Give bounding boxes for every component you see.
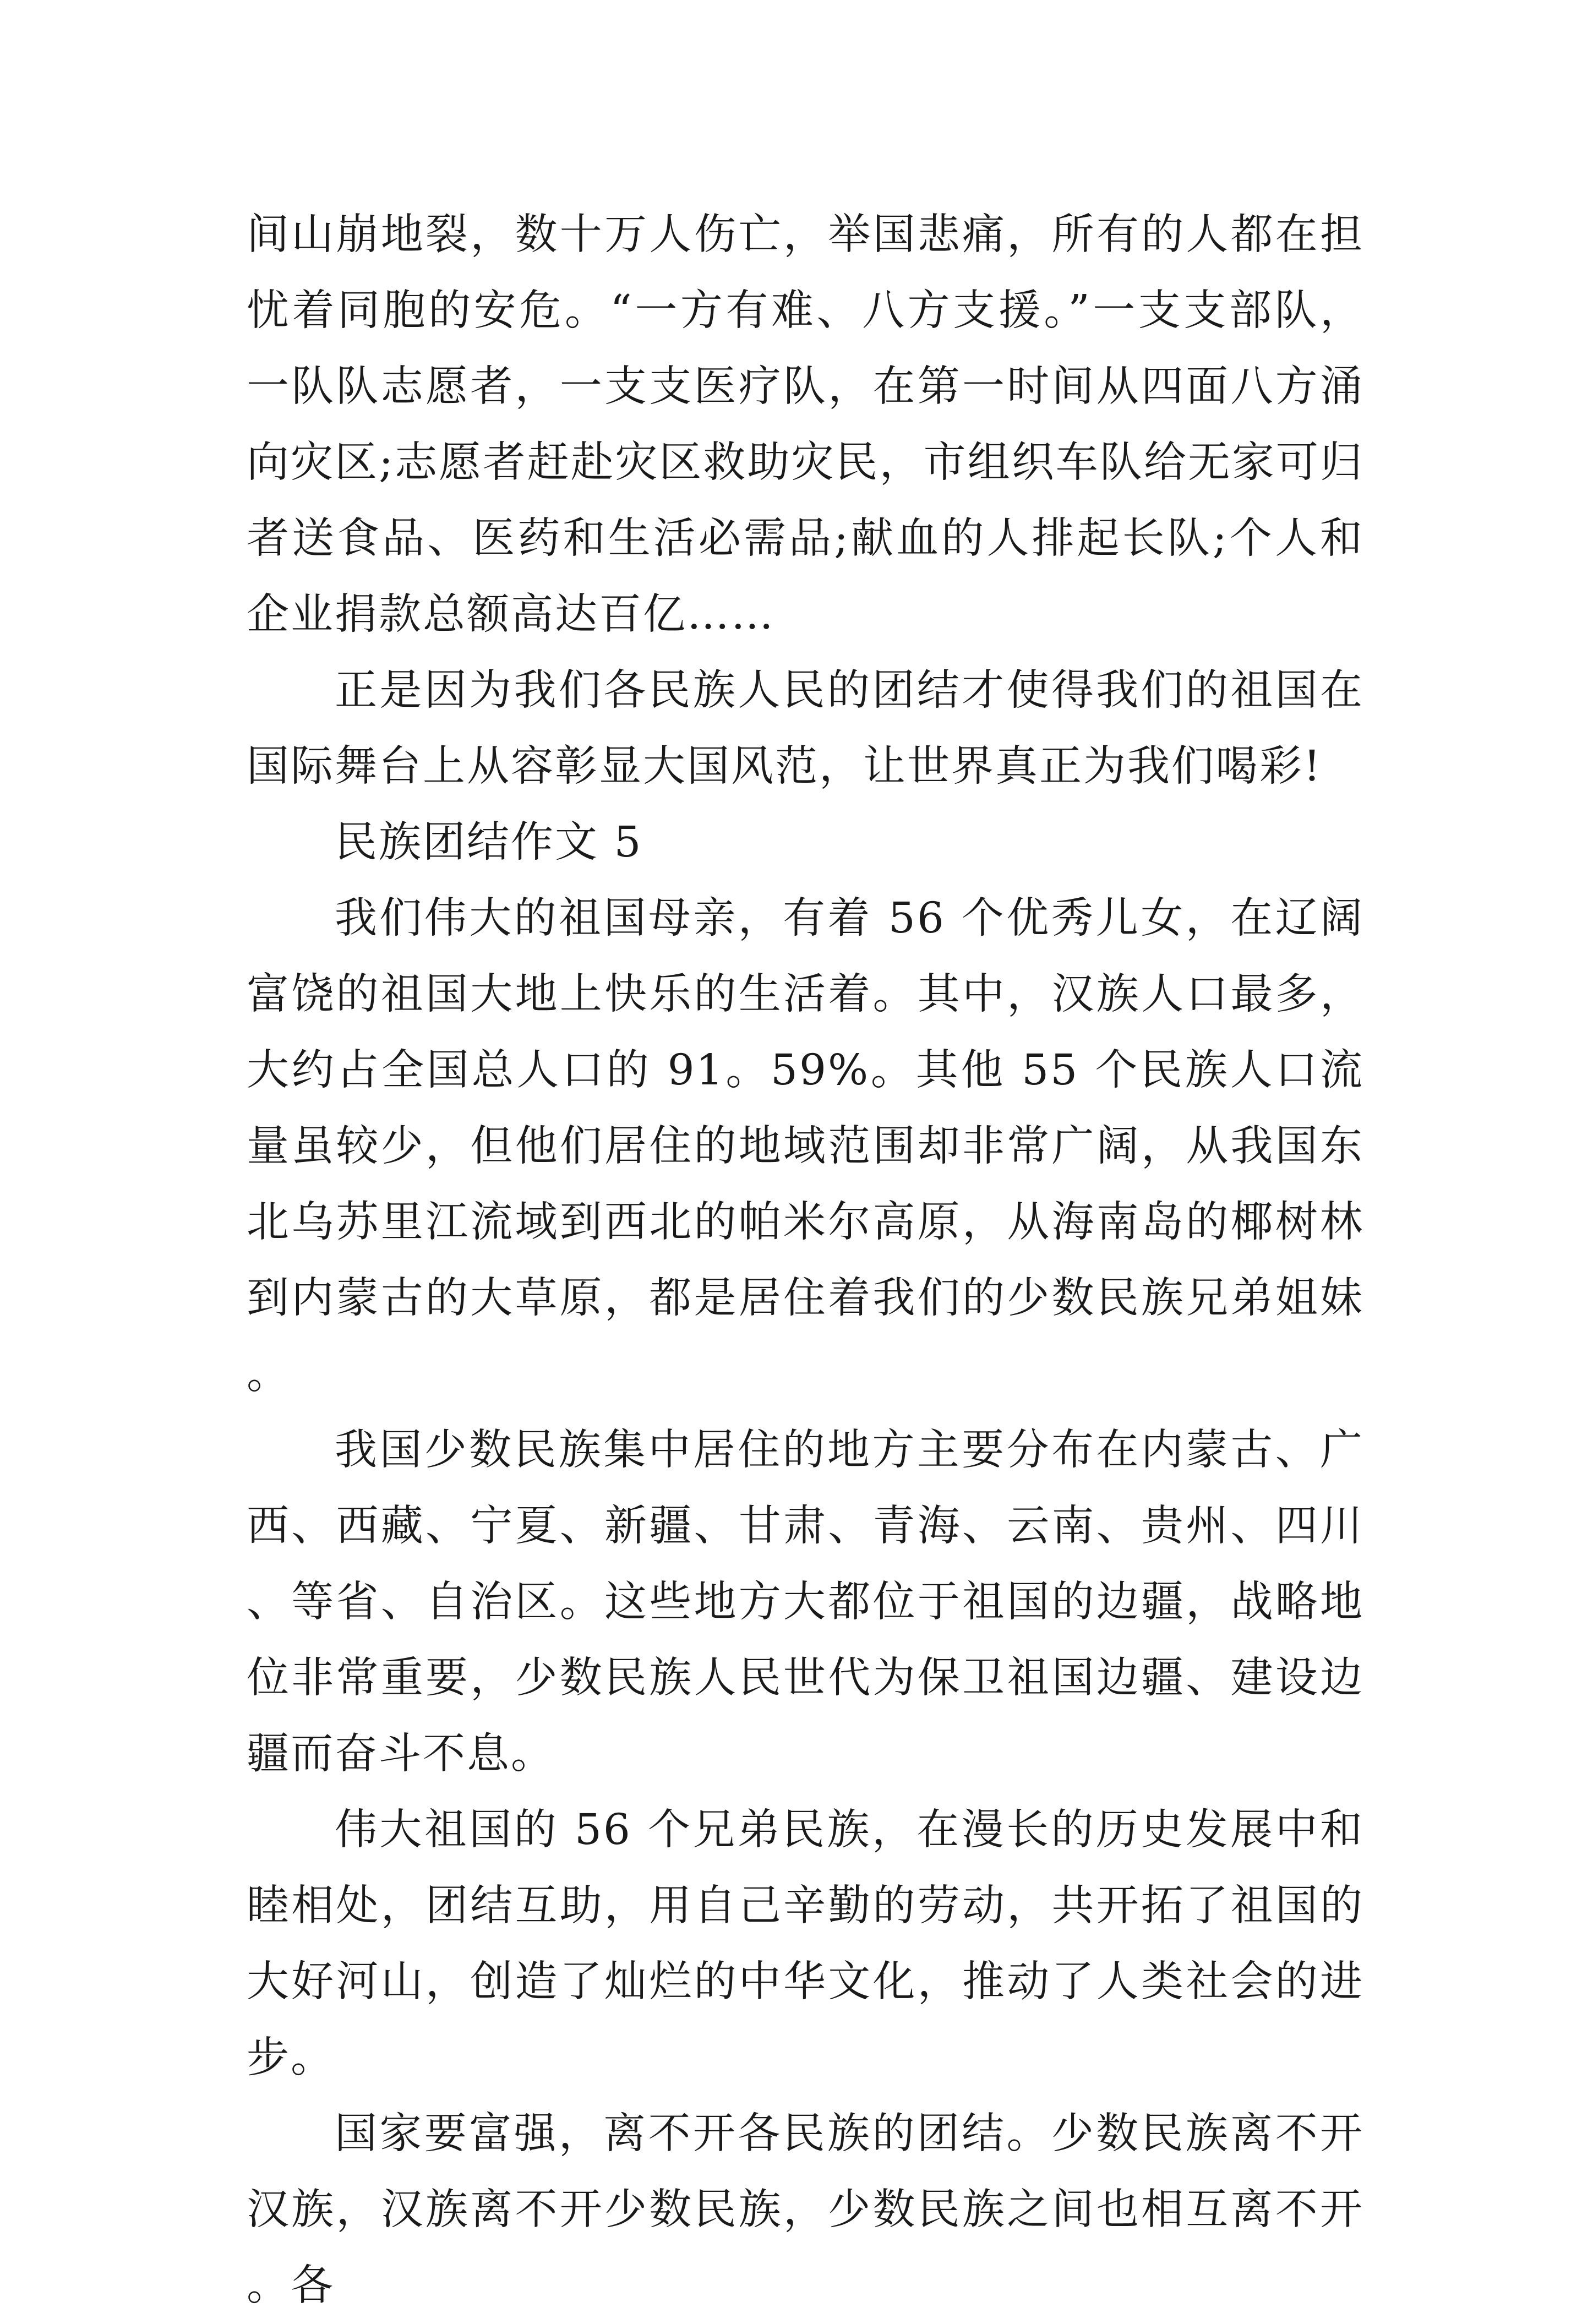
paragraph-6: 国家要富强，离不开各民族的团结。少数民族离不开汉族，汉族离不开少数民族，少数民族之间也相互离不开。各 — [247, 2109, 1364, 2310]
paragraph-4: 我国少数民族集中居住的地方主要分布在内蒙古、广西、西藏、宁夏、新疆、甘肃、青海、云南、贵州、四川、等省、自治区。这些地方大都位于祖国的边疆，战略地位非常重要，少数民族人民世代为保卫祖国边疆、建设边疆而奋斗不息。 — [247, 1426, 1364, 1779]
paragraph-3: 我们伟大的祖国母亲，有着 56 个优秀儿女，在辽阔富饶的祖国大地上快乐的生活着。其中，汉族人口最多，大约占全国总人口的 91。59%。其他 55 个民族人口流量虽较少，但他们居住的地域范围却非常广阔，从我国东北乌苏里江流域到西北的帕米尔高原，从海南岛的椰树林到内蒙古的大草原，都是居住着我们的少数民族兄弟姐妹。 — [247, 894, 1364, 1399]
document-body — [247, 197, 1364, 2324]
paragraph-5: 伟大祖国的 56 个兄弟民族，在漫长的历史发展中和睦相处，团结互助，用自己辛勤的劳动，共开拓了祖国的大好河山，创造了灿烂的中华文化，推动了人类社会的进步。 — [247, 1805, 1364, 2082]
paragraph-2: 正是因为我们各民族人民的团结才使得我们的祖国在国际舞台上从容彰显大国风范，让世界真正为我们喝彩! — [247, 666, 1364, 791]
section-heading: 民族团结作文 5 — [335, 818, 643, 867]
paragraph-1: 间山崩地裂，数十万人伤亡，举国悲痛，所有的人都在担忧着同胞的安危。“一方有难、八方支援。”一支支部队，一队队志愿者，一支支医疗队，在第一时间从四面八方涌向灾区;志愿者赶赴灾区救助灾民，市组织车队给无家可归者送食品、医药和生活必需品;献血的人排起长队;个人和企业捐款总额高达百亿…… — [247, 210, 1364, 639]
